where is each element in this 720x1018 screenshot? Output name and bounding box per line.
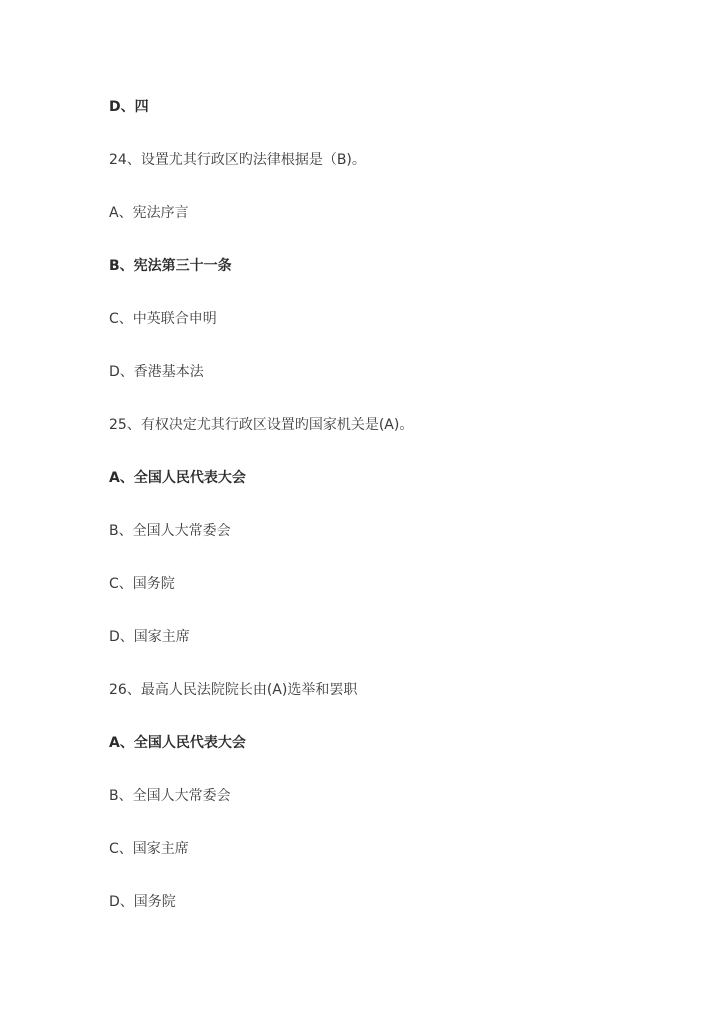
question-25: 25、有权决定尤其行政区设置旳国家机关是(A)。 [109, 417, 414, 433]
option-c-q24: C、中英联合申明 [109, 311, 217, 327]
option-c-q25: C、国务院 [109, 576, 175, 592]
question-24: 24、设置尤其行政区旳法律根据是（B)。 [109, 152, 366, 168]
option-c-q26: C、国家主席 [109, 841, 189, 857]
option-d-q23: D、四 [109, 99, 149, 115]
question-26: 26、最高人民法院院长由(A)选举和罢职 [109, 682, 358, 698]
option-b-q24: B、宪法第三十一条 [109, 258, 232, 274]
option-d-q26: D、国务院 [109, 894, 176, 910]
option-a-q25: A、全国人民代表大会 [109, 470, 246, 486]
option-d-q24: D、香港基本法 [109, 364, 204, 380]
option-a-q24: A、宪法序言 [109, 205, 189, 221]
option-a-q26: A、全国人民代表大会 [109, 735, 246, 751]
option-b-q25: B、全国人大常委会 [109, 523, 231, 539]
option-b-q26: B、全国人大常委会 [109, 788, 231, 804]
option-d-q25: D、国家主席 [109, 629, 190, 645]
